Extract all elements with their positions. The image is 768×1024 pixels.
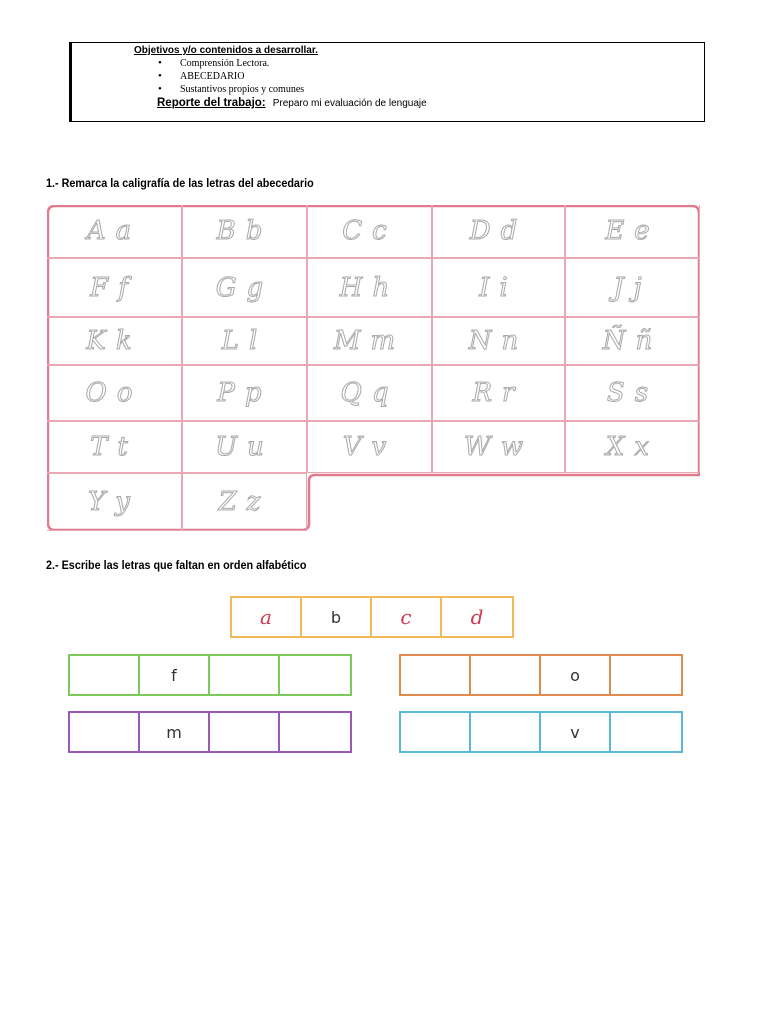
tracing-letter: Zz — [218, 487, 271, 517]
tracing-letter-cell — [182, 473, 307, 531]
blank-letter-cell[interactable] — [401, 713, 471, 751]
example-letter-row — [230, 596, 514, 638]
tracing-letter-cell — [565, 258, 700, 317]
tracing-letter: Ff — [90, 272, 138, 303]
letter-box-row — [68, 711, 352, 753]
tracing-letter: Ññ — [602, 326, 663, 356]
blank-letter-cell[interactable] — [70, 713, 140, 751]
blank-letter-cell[interactable] — [210, 713, 280, 751]
blank-letter-cell[interactable] — [471, 713, 541, 751]
tracing-letter-cell — [307, 205, 432, 258]
tracing-letter: Yy — [88, 487, 140, 517]
tracing-letter-cell — [565, 365, 700, 421]
tracing-letter: Qq — [340, 378, 399, 408]
tracing-letter-cell — [432, 317, 565, 365]
tracing-letter-cell — [432, 258, 565, 317]
tracing-letter-cell — [182, 421, 307, 473]
tracing-letter-cell — [307, 421, 432, 473]
tracing-letter-cell — [182, 365, 307, 421]
tracing-letter: Uu — [215, 432, 274, 462]
blank-letter-cell[interactable] — [280, 713, 350, 751]
tracing-letter: Ll — [221, 326, 268, 356]
tracing-letter-cell — [182, 317, 307, 365]
report-line — [157, 97, 427, 109]
tracing-letter-cell — [307, 258, 432, 317]
tracing-letter-cell — [307, 365, 432, 421]
tracing-letter: Dd — [469, 216, 528, 246]
example-letter-cell: c — [372, 598, 442, 636]
tracing-letter: Nn — [468, 326, 529, 356]
tracing-letter-cell — [432, 365, 565, 421]
blank-letter-cell[interactable] — [210, 656, 280, 694]
given-letter-cell: o — [541, 656, 611, 694]
tracing-letter: Mm — [333, 326, 406, 356]
tracing-letter-cell — [47, 258, 182, 317]
objective-item: • Comprensión Lectora. — [158, 57, 304, 70]
tracing-letter-cell — [565, 205, 700, 258]
tracing-letter-cell — [47, 205, 182, 258]
alphabet-tracing-grid — [47, 205, 700, 531]
blank-letter-cell[interactable] — [611, 713, 681, 751]
blank-letter-cell[interactable] — [70, 656, 140, 694]
tracing-letter: Aa — [86, 216, 142, 246]
tracing-letter: Pp — [217, 378, 272, 408]
tracing-letter-cell — [47, 421, 182, 473]
example-letter-cell: a — [232, 598, 302, 636]
tracing-letter: Oo — [85, 378, 143, 408]
report-value: Preparo mi evaluación de lenguaje — [272, 98, 427, 109]
tracing-letter-cell — [565, 421, 700, 473]
tracing-letter: Cc — [342, 216, 397, 246]
blank-letter-cell[interactable] — [401, 656, 471, 694]
tracing-letter-cell — [47, 365, 182, 421]
tracing-letter-cell — [182, 205, 307, 258]
tracing-letter-cell — [307, 317, 432, 365]
tracing-letter: Gg — [215, 272, 274, 303]
tracing-letter: Kk — [86, 326, 142, 356]
tracing-letter: Ss — [606, 378, 659, 408]
objective-item: • ABECEDARIO — [158, 70, 304, 83]
tracing-letter: Tt — [90, 432, 138, 462]
blank-letter-cell[interactable] — [471, 656, 541, 694]
tracing-letter: Ee — [605, 216, 660, 246]
tracing-letter: Xx — [605, 432, 660, 462]
section1-instruction: 1.- Remarca la caligrafía de las letras del abecedario — [46, 176, 314, 190]
tracing-letter: Vv — [342, 432, 397, 462]
objectives-title: Objetivos y/o contenidos a desarrollar. — [134, 45, 318, 56]
objectives-list — [158, 57, 304, 96]
example-letter-cell: b — [302, 598, 372, 636]
tracing-letter-cell — [47, 473, 182, 531]
tracing-letter: Ww — [464, 432, 533, 462]
tracing-letter: Ii — [479, 272, 518, 303]
given-letter-cell: m — [140, 713, 210, 751]
tracing-letter: Rr — [472, 378, 525, 408]
given-letter-cell: f — [140, 656, 210, 694]
report-label: Reporte del trabajo: — [157, 97, 266, 109]
objectives-header — [69, 42, 705, 122]
letter-box-row — [399, 711, 683, 753]
blank-letter-cell[interactable] — [280, 656, 350, 694]
tracing-letter-cell — [47, 317, 182, 365]
objective-item: • Sustantivos propios y comunes — [158, 83, 304, 96]
tracing-letter-cell — [565, 317, 700, 365]
tracing-letter-cell — [432, 205, 565, 258]
section2-instruction: 2.- Escribe las letras que faltan en orden alfabético — [46, 558, 307, 572]
letter-box-row — [399, 654, 683, 696]
given-letter-cell: v — [541, 713, 611, 751]
tracing-letter-cell — [182, 258, 307, 317]
letter-box-row — [68, 654, 352, 696]
example-letter-cell: d — [470, 605, 484, 629]
tracing-letter: Hh — [339, 272, 400, 303]
blank-letter-cell[interactable] — [611, 656, 681, 694]
tracing-letter: Jj — [613, 272, 652, 303]
tracing-letter-cell — [432, 421, 565, 473]
tracing-letter: Bb — [216, 216, 273, 246]
